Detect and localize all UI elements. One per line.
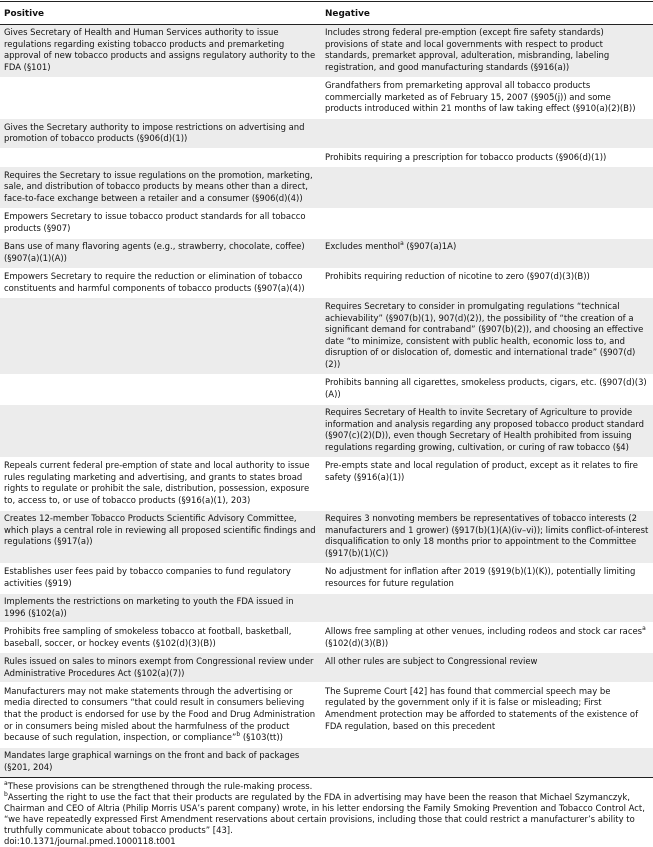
- doi-link[interactable]: doi:10.1371/journal.pmed.1000118.t001: [4, 836, 176, 847]
- table-row: [0, 404, 653, 457]
- table-row: [0, 510, 653, 563]
- table-row: [0, 77, 653, 118]
- cell-positive: Gives Secretary of Health and Human Services authority to issue regulations regarding existing tobacco products and premarketing approval of new tobacco products and assigns regulatory authority to the FDA (§101): [0, 24, 321, 77]
- table-row: [0, 374, 653, 404]
- cell-negative: No adjustment for inflation after 2019 (§919(b)(1)(K)), potentially limiting resources for future regulation: [321, 563, 653, 593]
- table-footnotes: [0, 778, 653, 847]
- cell-positive: Mandates large graphical warnings on the front and back of packages (§201, 204): [0, 747, 321, 776]
- cell-positive: Empowers Secretary to issue tobacco product standards for all tobacco products (§907): [0, 208, 321, 238]
- cell-positive: Bans use of many flavoring agents (e.g., strawberry, chocolate, coffee) (§907(a)(1)(A)): [0, 238, 321, 268]
- header-negative: Negative: [321, 7, 653, 24]
- table-header-row: [0, 7, 653, 24]
- cell-negative: Pre-empts state and local regulation of product, except as it relates to fire safety (§916(a)(1)): [321, 457, 653, 510]
- cell-negative: All other rules are subject to Congressional review: [321, 653, 653, 683]
- cell-negative: Requires Secretary of Health to invite Secretary of Agriculture to provide information and analysis regarding any proposed tobacco product standard (§907(c)(2)(D)), even though Secretary of Health prohibited from issuing regulations regarding growing, cultivation, or curing of raw tobacco (§4): [321, 404, 653, 457]
- footnote-a: [4, 781, 649, 792]
- table-row: [0, 167, 653, 208]
- footnote-a-text: These provisions can be strengthened through the rule-making process.: [7, 780, 313, 791]
- table-row: [0, 683, 653, 748]
- cell-positive: Gives the Secretary authority to impose restrictions on advertising and promotion of tobacco products (§906(d)(1)): [0, 119, 321, 149]
- table-row: [0, 238, 653, 268]
- footnote-b: [4, 792, 649, 836]
- header-positive: Positive: [0, 7, 321, 24]
- cell-negative: Prohibits requiring reduction of nicotine to zero (§907(d)(3)(B)): [321, 268, 653, 298]
- cell-negative: Includes strong federal pre-emption (except fire safety standards) provisions of state and local governments with respect to product standards, premarket approval, adulteration, misbranding, labeling registration, and good manufacturing standards (§916(a)): [321, 24, 653, 77]
- cell-positive: Rules issued on sales to minors exempt from Congressional review under Administrative Procedures Act (§102(a)(7)): [0, 653, 321, 683]
- footnote-marker: a: [642, 625, 646, 633]
- cell-negative: [321, 119, 653, 149]
- cell-negative: Requires Secretary to consider in promulgating regulations “technical achievability” (§907(b)(1), 907(d)(2)), the possibility of “the creation of a significant demand for contraband” (§907(b)(2)), and choosing an effective date “to minimize, consistent with public health, economic loss to, and disruption of or dislocation of, domestic and international trade” (§907(d)(2)): [321, 298, 653, 374]
- table-row: [0, 623, 653, 653]
- footnote-marker: a: [400, 240, 404, 248]
- cell-positive: Implements the restrictions on marketing to youth the FDA issued in 1996 (§102(a)): [0, 593, 321, 623]
- cell-negative: [321, 208, 653, 238]
- cell-negative: [321, 593, 653, 623]
- cell-negative: Allows free sampling at other venues, including rodeos and stock car races$^a$ (§102(d)(3)(B)): [321, 623, 653, 653]
- table-row: [0, 457, 653, 510]
- footnote-b-mark: b: [4, 791, 8, 798]
- cell-negative: [321, 747, 653, 776]
- cell-positive: Empowers Secretary to require the reduction or elimination of tobacco constituents and harmful components of tobacco products (§907(a)(4)): [0, 268, 321, 298]
- table-row: [0, 653, 653, 683]
- table-row: [0, 747, 653, 776]
- table-row: [0, 119, 653, 149]
- cell-positive: Requires the Secretary to issue regulations on the promotion, marketing, sale, and distribution of tobacco products by means other than a direct, face-to-face exchange between a retailer and a consumer (§906(d)(4)): [0, 167, 321, 208]
- cell-positive: Repeals current federal pre-emption of state and local authority to issue rules regulating marketing and advertising, and grants to states broad rights to regulate or prohibit the sale, distribution, possession, exposure to, access to, or use of tobacco products (§916(a)(1), 203): [0, 457, 321, 510]
- cell-negative: Prohibits requiring a prescription for tobacco products (§906(d)(1)): [321, 149, 653, 167]
- table-row: [0, 208, 653, 238]
- table-body: [0, 24, 653, 777]
- cell-positive: [0, 374, 321, 404]
- cell-negative: Grandfathers from premarketing approval all tobacco products commercially marketed as of February 15, 2007 (§905(j)) and some products introduced within 21 months of law taking effect (§910(a)(2)(B)): [321, 77, 653, 118]
- footnote-marker: b: [236, 731, 241, 739]
- cell-positive: [0, 149, 321, 167]
- cell-negative: Excludes menthol$^a$ (§907(a)1A): [321, 238, 653, 268]
- table-row: [0, 563, 653, 593]
- table-row: [0, 593, 653, 623]
- regulation-table: [0, 7, 653, 777]
- cell-positive: [0, 77, 321, 118]
- cell-negative: The Supreme Court [42] has found that commercial speech may be regulated by the government only if it is false or misleading; First Amendment protection may be afforded to statements of the existence of FDA regulation, based on this precedent: [321, 683, 653, 748]
- cell-positive: Creates 12-member Tobacco Products Scientific Advisory Committee, which plays a central role in reviewing all proposed scientific findings and regulations (§917(a)): [0, 510, 321, 563]
- footnote-b-text: Asserting the right to use the fact that their products are regulated by the FDA in advertising may have been the reason that Michael Szymanczyk, Chairman and CEO of Altria (Philip Morris USA’s parent company) wrote, in his letter endorsing the Family Smoking Prevention and Tobacco Control Act, “we have repeatedly expressed First Amendment reservations about certain provisions, including those that could restrict a manufacturer’s ability to truthfully communicate about tobacco products” [43].: [4, 791, 645, 836]
- table-row: [0, 24, 653, 77]
- cell-positive: [0, 298, 321, 374]
- cell-positive: Manufacturers may not make statements through the advertising or media directed to consumers “that could result in consumers believing that the product is endorsed for use by the Food and Drug Administration or in consumers being misled about the harmfulness of the product because of such regulation, inspection, or compliance”$^b$ (§103(tt)): [0, 683, 321, 748]
- table-row: [0, 268, 653, 298]
- cell-negative: Prohibits banning all cigarettes, smokeless products, cigars, etc. (§907(d)(3)(A)): [321, 374, 653, 404]
- cell-positive: [0, 404, 321, 457]
- table-row: [0, 149, 653, 167]
- table-top-rule: [0, 1, 653, 2]
- footnote-a-mark: a: [4, 779, 8, 787]
- cell-positive: Establishes user fees paid by tobacco companies to fund regulatory activities (§919): [0, 563, 321, 593]
- cell-negative: [321, 167, 653, 208]
- table-row: [0, 298, 653, 374]
- cell-positive: Prohibits free sampling of smokeless tobacco at football, basketball, baseball, soccer, or hockey events (§102(d)(3)(B)): [0, 623, 321, 653]
- cell-negative: Requires 3 nonvoting members be representatives of tobacco interests (2 manufacturers and 1 grower) (§917(b)(1)(A)(iv–vi)); limits conflict-of-interest disqualification to only 18 months prior to appointment to the Committee (§917(b)(1)(C)): [321, 510, 653, 563]
